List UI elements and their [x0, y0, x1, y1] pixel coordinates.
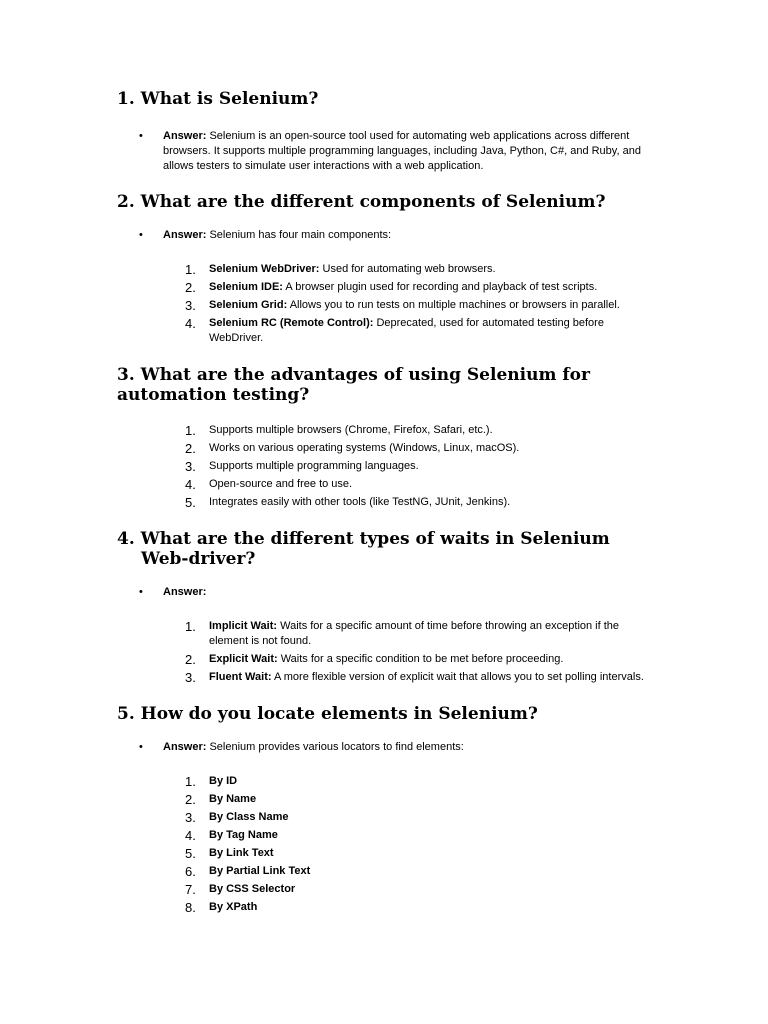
- list-number: 4.: [185, 477, 196, 492]
- list-number: 7.: [185, 882, 196, 897]
- item-text: Works on various operating systems (Windows, Linux, macOS).: [209, 442, 520, 454]
- list-item: [117, 670, 657, 685]
- question-2-title: 2. What are the different components of Selenium?: [117, 192, 606, 212]
- item-label: Selenium WebDriver:: [209, 263, 320, 275]
- list-number: 2.: [185, 652, 196, 667]
- answer-label: Answer:: [163, 229, 207, 241]
- list-number: 2.: [185, 280, 196, 295]
- list-item: [117, 280, 657, 295]
- item-label: By CSS Selector: [209, 883, 296, 895]
- item-label: Fluent Wait:: [209, 671, 272, 683]
- locators-list: [117, 774, 657, 915]
- item-label: By Class Name: [209, 811, 289, 823]
- item-label: By ID: [209, 775, 238, 787]
- list-item: [117, 652, 657, 667]
- question-1-title: 1. What is Selenium?: [117, 89, 319, 109]
- list-item: [117, 262, 657, 277]
- list-item: [117, 477, 657, 492]
- list-number: 1.: [185, 774, 196, 789]
- item-label: Selenium IDE:: [209, 281, 283, 293]
- list-number: 5.: [185, 495, 196, 510]
- item-label: By Link Text: [209, 847, 274, 859]
- list-item: [117, 792, 657, 807]
- list-item: [117, 774, 657, 789]
- item-text: Supports multiple programming languages.: [209, 460, 419, 472]
- question-2-answer: [117, 228, 657, 243]
- item-label: Implicit Wait:: [209, 620, 278, 632]
- item-text: Open-source and free to use.: [209, 478, 353, 490]
- item-text: Allows you to run tests on multiple machines or browsers in parallel.: [287, 299, 620, 311]
- question-4-title: 4. What are the different types of waits in Selenium Web-driver?: [117, 529, 610, 569]
- list-number: 1.: [185, 423, 196, 438]
- answer-text: Selenium provides various locators to find elements:: [206, 741, 464, 753]
- list-item: [117, 316, 657, 346]
- item-text: Waits for a specific amount of time before throwing an exception if the element is not found.: [209, 620, 620, 647]
- list-item: [117, 846, 657, 861]
- list-number: 4.: [185, 316, 196, 331]
- bullet-icon: •: [139, 741, 143, 753]
- item-label: Explicit Wait:: [209, 653, 278, 665]
- item-text: Deprecated, used for automated testing before WebDriver.: [209, 317, 604, 344]
- list-number: 3.: [185, 670, 196, 685]
- list-number: 8.: [185, 900, 196, 915]
- list-number: 3.: [185, 459, 196, 474]
- item-text: A more flexible version of explicit wait that allows you to set polling intervals.: [271, 671, 644, 683]
- list-number: 3.: [185, 810, 196, 825]
- answer-label: Answer:: [163, 741, 207, 753]
- list-number: 3.: [185, 298, 196, 313]
- item-label: By Partial Link Text: [209, 865, 311, 877]
- document-page: [117, 84, 657, 915]
- list-item: [117, 441, 657, 456]
- answer-label: Answer:: [163, 586, 207, 598]
- question-1-answer: [117, 129, 657, 174]
- list-number: 4.: [185, 828, 196, 843]
- answer-text: Selenium is an open-source tool used for automating web applications across different browsers. It supports multiple programming languages, including Java, Python, C#, and Ruby, and allows testers to simulate user interactions with a web application.: [163, 130, 641, 172]
- list-item: [117, 864, 657, 879]
- list-item: [117, 900, 657, 915]
- bullet-icon: •: [139, 586, 143, 598]
- list-item: [117, 298, 657, 313]
- bullet-icon: •: [139, 130, 143, 142]
- question-4-answer: [117, 585, 657, 600]
- item-label: By XPath: [209, 901, 258, 913]
- answer-label: Answer:: [163, 130, 207, 142]
- list-item: [117, 882, 657, 897]
- list-item: [117, 810, 657, 825]
- components-list: [117, 262, 657, 346]
- item-label: By Name: [209, 793, 257, 805]
- item-label: By Tag Name: [209, 829, 278, 841]
- waits-list: [117, 619, 657, 685]
- item-label: Selenium Grid:: [209, 299, 288, 311]
- list-number: 1.: [185, 262, 196, 277]
- list-number: 2.: [185, 441, 196, 456]
- list-number: 1.: [185, 619, 196, 634]
- item-text: Integrates easily with other tools (like TestNG, JUnit, Jenkins).: [209, 496, 511, 508]
- item-text: Waits for a specific condition to be met before proceeding.: [277, 653, 564, 665]
- list-item: [117, 459, 657, 474]
- list-item: [117, 423, 657, 438]
- advantages-list: [117, 423, 657, 510]
- answer-text: Selenium has four main components:: [206, 229, 392, 241]
- item-label: Selenium RC (Remote Control):: [209, 317, 374, 329]
- list-number: 5.: [185, 846, 196, 861]
- item-text: A browser plugin used for recording and playback of test scripts.: [282, 281, 598, 293]
- question-5-title: 5. How do you locate elements in Selenium?: [117, 704, 538, 724]
- list-number: 2.: [185, 792, 196, 807]
- item-text: Supports multiple browsers (Chrome, Firefox, Safari, etc.).: [209, 424, 493, 436]
- item-text: Used for automating web browsers.: [319, 263, 496, 275]
- list-item: [117, 495, 657, 510]
- question-3-title: 3. What are the advantages of using Selenium for automation testing?: [117, 365, 590, 405]
- list-number: 6.: [185, 864, 196, 879]
- bullet-icon: •: [139, 229, 143, 241]
- list-item: [117, 828, 657, 843]
- question-5-answer: [117, 740, 657, 755]
- list-item: [117, 619, 657, 649]
